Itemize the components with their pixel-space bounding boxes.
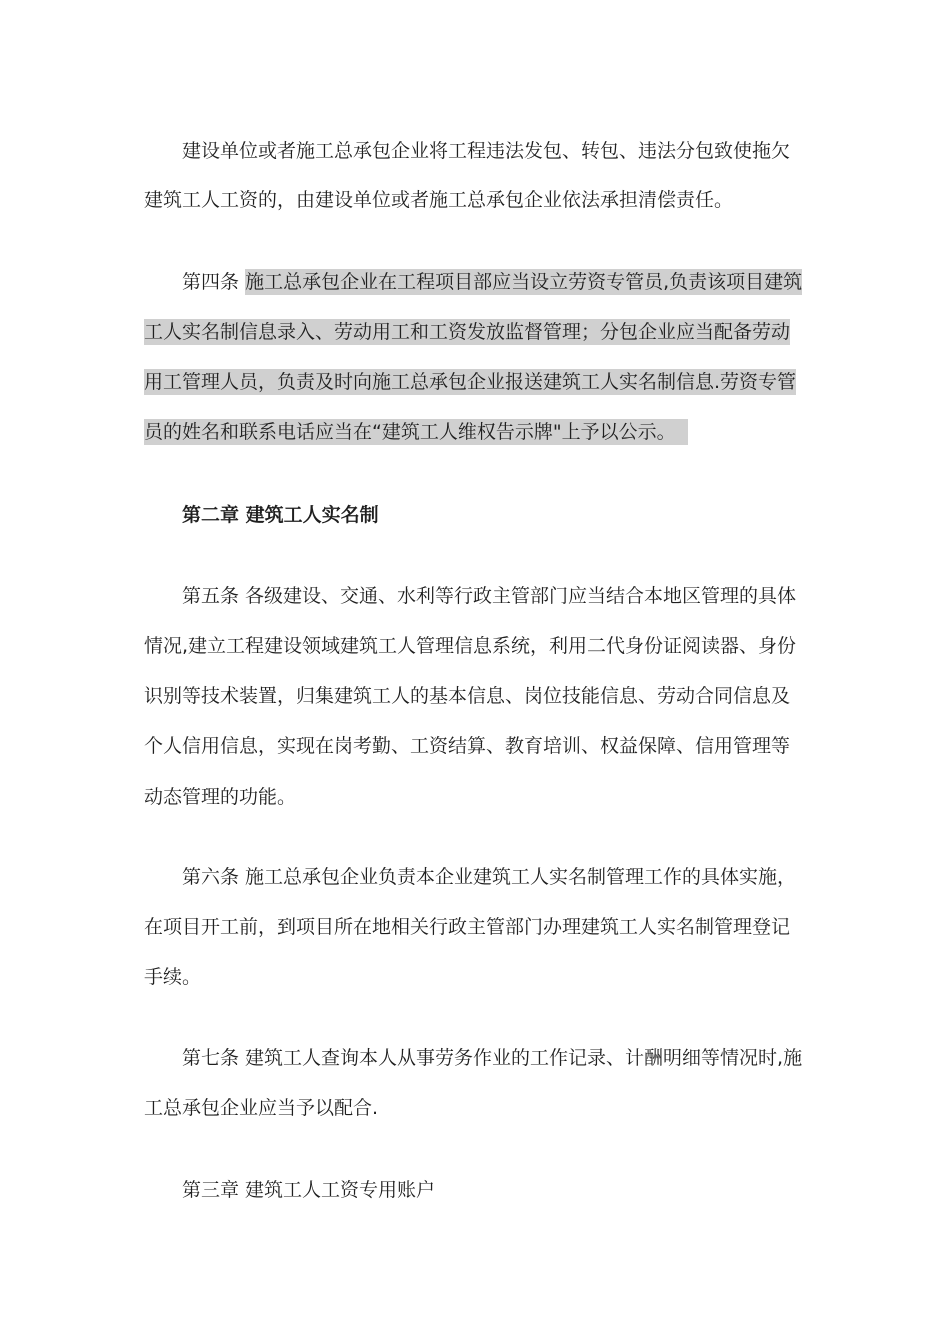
article-5-line: 识别等技术装置，归集建筑工人的基本信息、岗位技能信息、劳动合同信息及 (144, 685, 791, 707)
article-6-line: 第六条 施工总承包企业负责本企业建筑工人实名制管理工作的具体实施， (182, 866, 797, 888)
article-7-line: 工总承包企业应当予以配合. (144, 1097, 379, 1119)
chapter-3-heading: 第三章 建筑工人工资专用账户 (182, 1179, 436, 1201)
article-4-line (144, 317, 790, 347)
highlighted-text: 工人实名制信息录入、劳动用工和工资发放监督管理；分包企业应当配备劳动 (144, 321, 791, 343)
article-7-line: 第七条 建筑工人查询本人从事劳务作业的工作记录、计酬明细等情况时,施 (182, 1047, 803, 1069)
article-5-line: 第五条 各级建设、交通、水利等行政主管部门应当结合本地区管理的具体 (182, 585, 797, 607)
highlighted-text: 用工管理人员，负责及时向施工总承包企业报送建筑工人实名制信息.劳资专管 (144, 371, 797, 393)
highlighted-text: 施工总承包企业在工程项目部应当设立劳资专管员,负责该项目建筑 (245, 271, 803, 293)
chapter-2-label: 第二章 (182, 504, 240, 526)
article-6-line: 在项目开工前，到项目所在地相关行政主管部门办理建筑工人实名制管理登记 (144, 916, 791, 938)
article-5-line: 情况,建立工程建设领域建筑工人管理信息系统，利用二代身份证阅读器、身份 (144, 635, 797, 657)
article-4-line (144, 367, 796, 397)
article-5-line: 个人信用信息，实现在岗考勤、工资结算、教育培训、权益保障、信用管理等 (144, 735, 791, 757)
article-4-label: 第四条 (182, 271, 240, 293)
article-4-line (182, 267, 802, 297)
chapter-2-heading (182, 500, 379, 530)
paragraph-line: 建筑工人工资的，由建设单位或者施工总承包企业依法承担清偿责任。 (144, 189, 734, 211)
article-4-line (144, 417, 688, 447)
paragraph-line: 建设单位或者施工总承包企业将工程违法发包、转包、违法分包致使拖欠 (182, 140, 791, 162)
chapter-2-title: 建筑工人实名制 (245, 504, 379, 526)
highlighted-text: 员的姓名和联系电话应当在“建筑工人维权告示牌"上予以公示。 (144, 421, 676, 443)
article-6-line: 手续。 (144, 966, 202, 988)
article-5-line: 动态管理的功能。 (144, 786, 297, 808)
